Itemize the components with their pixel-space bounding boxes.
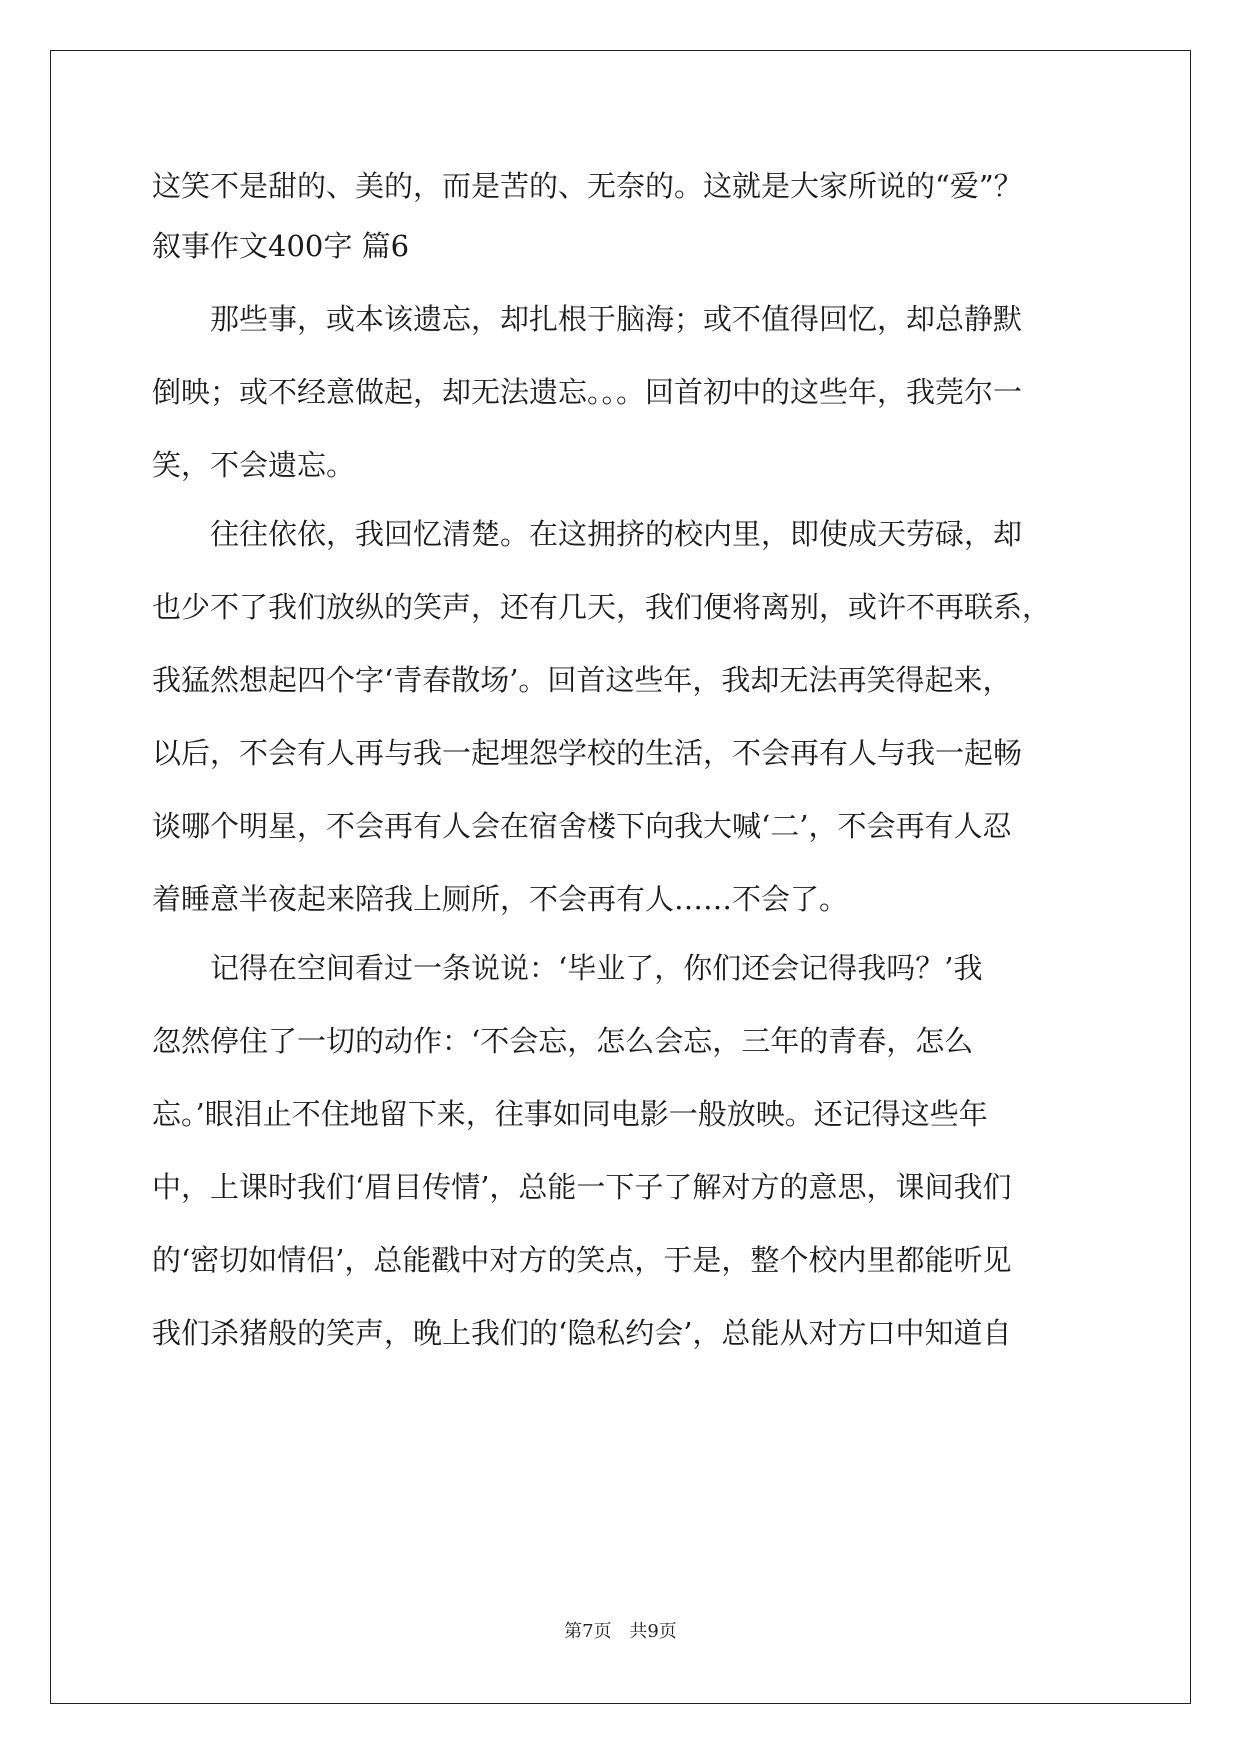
text-line: 倒映；或不经意做起，却无法遗忘。。。回首初中的这些年，我莞尔一 — [152, 375, 1023, 409]
text-line — [152, 166, 1087, 206]
text-line: 也少不了我们放纵的笑声，还有几天，我们便将离别，或许不再联系， — [152, 590, 1052, 624]
text-line: 的‘密切如情侣’，总能戳中对方的笑点，于是，整个校内里都能听见 — [152, 1243, 1012, 1277]
text-line: 着睡意半夜起来陪我上厕所，不会再有人……不会了。 — [152, 882, 849, 916]
text-line: 谈哪个明星，不会再有人会在宿舍楼下向我大喊‘二’，不会再有人忍 — [152, 809, 1012, 843]
text-line: 忽然停住了一切的动作：‘不会忘，怎么会忘，三年的青春，怎么 — [152, 1024, 974, 1058]
text-line: 忘。’眼泪止不住地留下来，往事如同电影一般放映。还记得这些年 — [152, 1097, 988, 1131]
text-line: 往往依依，我回忆清楚。在这拥挤的校内里，即使成天劳碌，却 — [152, 517, 1023, 551]
page-number: 第7页 — [564, 1621, 612, 1642]
text-line: 记得在空间看过一条说说：‘毕业了，你们还会记得我吗？’我 — [152, 951, 983, 985]
paragraph-2 — [152, 514, 1087, 919]
text-line-1: 这笑不是甜的、美的，而是苦的、无奈的。这就是大家所说的“爱”？ — [152, 169, 1023, 203]
text-line: 笑，不会遗忘。 — [152, 448, 356, 482]
page-total: 共9页 — [629, 1621, 677, 1642]
text-line: 那些事，或本该遗忘，却扎根于脑海；或不值得回忆，却总静默 — [152, 302, 1023, 336]
text-line: 我猛然想起四个字‘青春散场’。回首这些年，我却无法再笑得起来， — [152, 663, 1012, 697]
paragraph-3 — [152, 948, 1087, 1353]
text-line: 以后，不会有人再与我一起埋怨学校的生活，不会再有人与我一起畅 — [152, 736, 1023, 770]
section-heading-text: 叙事作文400字 篇6 — [152, 229, 410, 263]
paragraph-1 — [152, 299, 1087, 485]
text-line: 中，上课时我们‘眉目传情’，总能一下子了解对方的意思，课间我们 — [152, 1170, 1012, 1204]
section-heading — [152, 226, 1087, 266]
page-footer — [0, 1620, 1241, 1644]
text-line: 我们杀猪般的笑声，晚上我们的‘隐私约会’，总能从对方口中知道自 — [152, 1316, 1012, 1350]
